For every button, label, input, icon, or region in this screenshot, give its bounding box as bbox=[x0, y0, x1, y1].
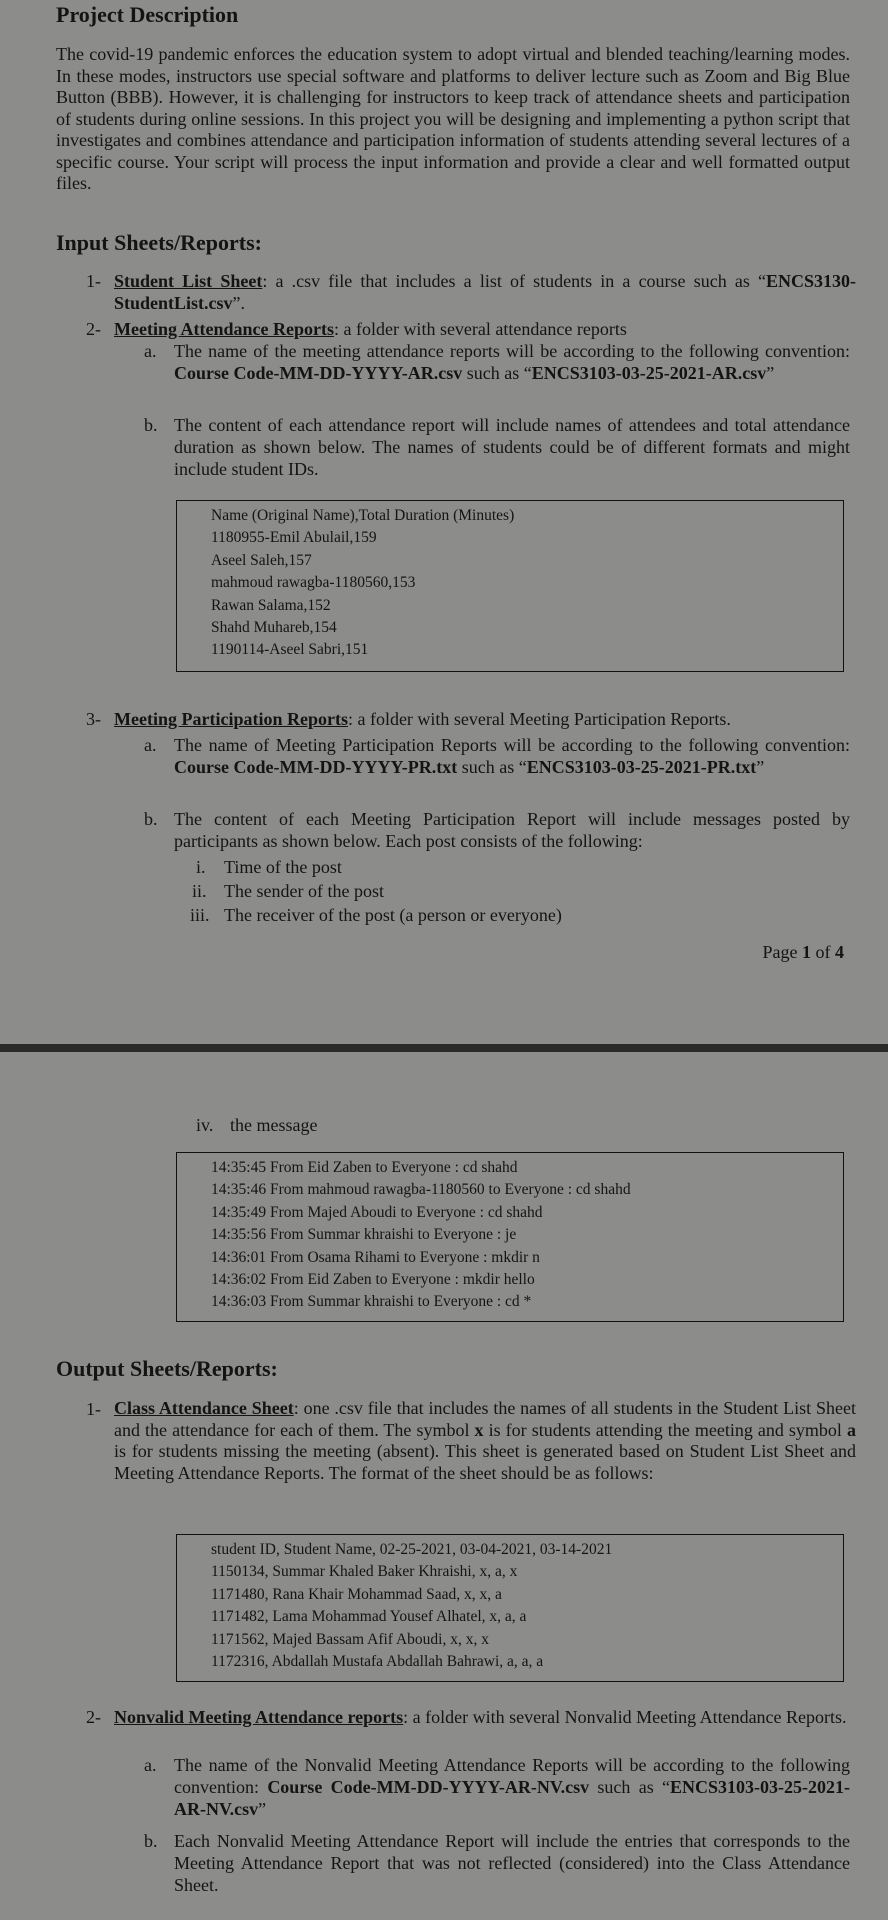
item-number: 1- bbox=[86, 1399, 101, 1419]
item-title: Meeting Attendance Reports bbox=[114, 319, 334, 339]
roman-label: iii. bbox=[190, 905, 210, 925]
item-text-part: is for students attending the meeting and symbol bbox=[483, 1419, 847, 1440]
sub-text bbox=[174, 1754, 850, 1820]
roman-text: the message bbox=[230, 1115, 318, 1135]
attendance-report-example bbox=[176, 500, 844, 672]
box-line: 14:36:01 From Osama Rihami to Everyone : mkdir n bbox=[211, 1248, 540, 1266]
page-current: 1 bbox=[802, 942, 811, 962]
class-attendance-example bbox=[176, 1534, 844, 1682]
page-label: Page bbox=[762, 942, 802, 962]
box-line: Shahd Muhareb,154 bbox=[211, 619, 337, 637]
project-description-paragraph: The covid-19 pandemic enforces the education system to adopt virtual and blended teaching/learning modes. In these modes, instructors use special software and platforms to deliver lecture such as Zoom and Big Blue Button (BBB). However, it is challenging for instructors to keep track of attendance sheets and participation of students during online sessions. In this project you will be designing and implementing a python script that investigates and combines attendance and participation information of students attending several lectures of a specific course. Your script will process the input information and provide a clear and well formatted output files. bbox=[56, 44, 850, 193]
sub-text-part: The name of the Nonvalid Meeting Attendance Reports will be according to the following convention: bbox=[174, 1755, 850, 1797]
item-title: Meeting Participation Reports bbox=[114, 709, 348, 729]
item-number: 2- bbox=[86, 319, 101, 339]
box-line: mahmoud rawagba-1180560,153 bbox=[211, 574, 416, 592]
item-number: 3- bbox=[86, 709, 101, 729]
box-line: 14:35:45 From Eid Zaben to Everyone : cd shahd bbox=[211, 1159, 518, 1176]
page-divider bbox=[0, 1044, 888, 1052]
item-text bbox=[114, 1398, 856, 1484]
symbol-a: a bbox=[847, 1419, 856, 1440]
item-text bbox=[114, 318, 856, 340]
roman-label: ii. bbox=[192, 881, 207, 901]
page-number bbox=[763, 942, 845, 963]
sub-text: Each Nonvalid Meeting Attendance Report will include the entries that corresponds to the Meeting Attendance Report that was not reflected (considered) into the Class Attendance Sheet. bbox=[174, 1831, 850, 1895]
file-convention: Course Code-MM-DD-YYYY-AR-NV.csv bbox=[267, 1777, 590, 1797]
box-line: 1172316, Abdallah Mustafa Abdallah Bahrawi, a, a, a bbox=[211, 1653, 544, 1671]
sub-text-part: ” bbox=[766, 363, 775, 383]
item-text bbox=[114, 270, 856, 314]
box-line: 14:35:56 From Summar khraishi to Everyone : je bbox=[211, 1226, 517, 1244]
box-line: 14:36:03 From Summar khraishi to Everyone : cd * bbox=[211, 1293, 532, 1311]
item-title: Class Attendance Sheet bbox=[114, 1398, 294, 1418]
item-text bbox=[114, 1706, 856, 1728]
item-text-part: : a folder with several Nonvalid Meeting Attendance Reports. bbox=[403, 1707, 847, 1727]
item-number: 1- bbox=[86, 271, 101, 291]
item-title: Student List Sheet bbox=[114, 271, 263, 291]
page-label: of bbox=[811, 942, 835, 962]
box-line: 1171562, Majed Bassam Afif Aboudi, x, x, x bbox=[211, 1630, 489, 1648]
box-line: Name (Original Name),Total Duration (Minutes) bbox=[211, 507, 515, 524]
file-example: ENCS3103-03-25-2021-AR.csv bbox=[531, 363, 767, 383]
box-line: 1171480, Rana Khair Mohammad Saad, x, x, a bbox=[211, 1585, 502, 1603]
item-text bbox=[114, 708, 856, 730]
item-title: Nonvalid Meeting Attendance reports bbox=[114, 1707, 404, 1727]
box-line: 1180955-Emil Abulail,159 bbox=[211, 529, 377, 547]
symbol-x: x bbox=[474, 1419, 484, 1440]
box-line: 14:35:49 From Majed Aboudi to Everyone : cd shahd bbox=[211, 1203, 543, 1221]
roman-text: Time of the post bbox=[224, 857, 342, 877]
sub-text-part: ” bbox=[756, 757, 765, 777]
file-name: ENCS3130-StudentList.csv bbox=[114, 271, 856, 313]
item-text-part: : a folder with several Meeting Participation Reports. bbox=[347, 709, 731, 729]
heading-project-description: Project Description bbox=[56, 2, 239, 27]
page-total: 4 bbox=[835, 942, 844, 962]
sub-label: a. bbox=[144, 341, 157, 361]
box-line: Rawan Salama,152 bbox=[211, 596, 331, 614]
roman-label: i. bbox=[196, 857, 206, 877]
item-text-part: is for students missing the meeting (absent). This sheet is generated based on Student List Sheet and Meeting Attendance Reports. The format of the sheet should be as follows: bbox=[114, 1441, 856, 1483]
heading-output-sheets: Output Sheets/Reports: bbox=[56, 1356, 278, 1381]
sub-text-part: such as “ bbox=[457, 757, 527, 777]
box-line: Aseel Saleh,157 bbox=[211, 551, 312, 569]
sub-text-part: such as “ bbox=[462, 363, 532, 383]
box-line: 1150134, Summar Khaled Baker Khraishi, x, a, x bbox=[211, 1563, 518, 1581]
sub-label: b. bbox=[144, 415, 158, 435]
sub-label: b. bbox=[144, 809, 158, 829]
sub-text bbox=[174, 340, 850, 384]
item-number: 2- bbox=[86, 1707, 101, 1727]
sub-label: a. bbox=[144, 1755, 157, 1775]
sub-text-part: such as “ bbox=[589, 1777, 671, 1797]
box-line: 1190114-Aseel Sabri,151 bbox=[211, 641, 369, 659]
sub-text-part: The name of the meeting attendance reports will be according to the following convention: bbox=[174, 341, 850, 361]
sub-text: The content of each attendance report will include names of attendees and total attendance duration as shown below. The names of students could be of different formats and might include student IDs. bbox=[174, 415, 850, 479]
item-text-part: : a folder with several attendance reports bbox=[333, 319, 627, 339]
document-page-2 bbox=[0, 1052, 888, 1920]
heading-input-sheets: Input Sheets/Reports: bbox=[56, 230, 262, 255]
participation-report-example bbox=[176, 1152, 844, 1322]
sub-label: a. bbox=[144, 735, 157, 755]
file-convention: Course Code-MM-DD-YYYY-AR.csv bbox=[174, 363, 463, 383]
file-convention: Course Code-MM-DD-YYYY-PR.txt bbox=[174, 757, 458, 777]
sub-text: The content of each Meeting Participation Report will include messages posted by participants as shown below. Each post consists of the following: bbox=[174, 809, 850, 851]
roman-text: The sender of the post bbox=[224, 881, 384, 901]
item-text-part: : one .csv file that includes the names of all students in the Student List Sheet and the attendance for each of them. The symbol bbox=[114, 1398, 856, 1440]
sub-text-part: ” bbox=[258, 1799, 267, 1819]
item-text-part: ”. bbox=[232, 293, 246, 313]
box-line: student ID, Student Name, 02-25-2021, 03-04-2021, 03-14-2021 bbox=[211, 1541, 613, 1558]
box-line: 1171482, Lama Mohammad Yousef Alhatel, x, a, a bbox=[211, 1608, 527, 1626]
file-example: ENCS3103-03-25-2021-PR.txt bbox=[526, 757, 757, 777]
file-example: ENCS3103-03-25-2021-AR-NV.csv bbox=[174, 1777, 851, 1819]
item-text-part: : a .csv file that includes a list of students in a course such as “ bbox=[262, 271, 766, 291]
sub-label: b. bbox=[144, 1831, 158, 1851]
sub-text-part: The name of Meeting Participation Reports will be according to the following convention: bbox=[174, 735, 850, 755]
box-line: 14:36:02 From Eid Zaben to Everyone : mkdir hello bbox=[211, 1271, 535, 1289]
roman-label: iv. bbox=[196, 1115, 214, 1135]
roman-text: The receiver of the post (a person or everyone) bbox=[224, 905, 562, 925]
box-line: 14:35:46 From mahmoud rawagba-1180560 to Everyone : cd shahd bbox=[211, 1181, 631, 1199]
sub-text bbox=[174, 734, 850, 778]
